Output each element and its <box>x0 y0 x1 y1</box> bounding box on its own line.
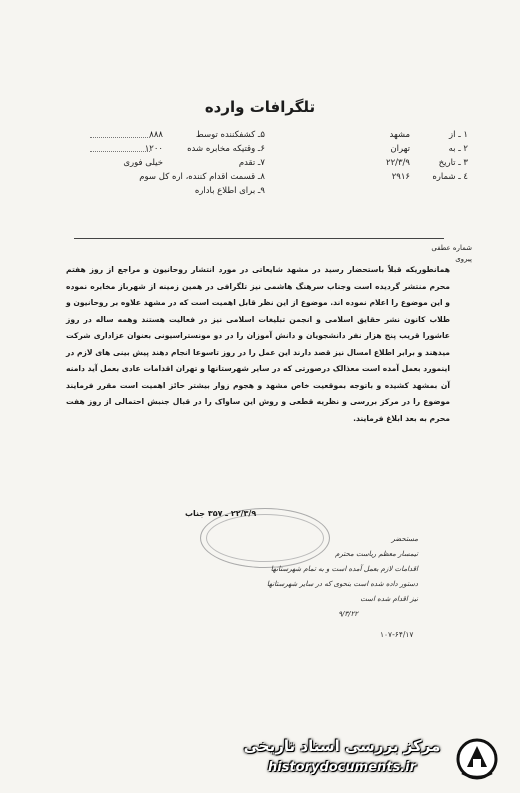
header-divider <box>74 238 444 239</box>
watermark <box>232 735 520 783</box>
dotted-line <box>90 142 150 152</box>
header-field-to: ۲ ـ به تهران <box>390 144 468 154</box>
header-field-priority: ۷ـ تقدم خیلی فوری <box>123 158 265 168</box>
header-field-decoder: ۵ـ کشفکننده توسط ۸۸۸ <box>90 128 265 142</box>
header-field-number: ٤ ـ شماره ۲۹۱۶ <box>391 172 468 182</box>
reference-numbers: شماره عطفی پیروی <box>431 244 472 263</box>
watermark-persian: مرکز بررسی اسناد تاریخی <box>243 737 441 755</box>
document-title: تلگرافات وارده <box>204 98 316 116</box>
signature-reference: ۲۲/۳/۹ ـ ۳۵۷ جناب <box>185 509 257 518</box>
header-field-date: ۳ ـ تاریخ ۲۲/۳/۹ <box>386 158 468 168</box>
archive-logo-icon <box>454 737 500 781</box>
header-field-sent-time: ۶ـ وقتیکه مخابره شده ۱۲۰۰ <box>90 142 265 156</box>
header-field-from: ۱ ـ از مشهد <box>389 130 468 140</box>
header-field-action-dept: ۸ـ قسمت اقدام کننده، اره کل سوم <box>139 172 265 182</box>
handwritten-annotation: مستحضر تیمسار معظم ریاست محترم اقدامات لازم بعمل آمده است و به تمام شهرستانها دستور داده شده است بنحوی که در سایر شهرستانها نیز اقدام شده است ۹/۳/۲۲ <box>266 535 418 618</box>
header-right-fields <box>268 128 468 184</box>
dotted-line <box>90 128 150 138</box>
watermark-url: historydocuments.ir <box>267 760 417 775</box>
header-field-info: ۹ـ برای اطلاع باداره <box>194 186 265 196</box>
telegram-body: همانطوریکه قبلاً باستحضار رسید در مشهد شایعاتی در مورد انتشار روحانیون و مراجع از روز هفتم محرم منتشر گردیده است وجناب سرهنگ هاشمی نیز تلگرافی در همین زمینه از شهرباز مخابره نموده و این موضوع را اعلام نموده اند. موضوع از این نظر قابل اهمیت است که در مشهد علاوه بر روحانیون و طلاب کانون نشر حقایق اسلامی و انجمن تبلیغات اسلامی نیز در فعالیت هستند وهمه ساله در روز عاشورا قریب پنج هزار نفر دانشجویان و دانش آموزان را در دو مونستراسیونی بعنوان عزاداری شرکت میدهند و برابر اطلاع امسال نیز قصد دارند این عمل را در روز تاسوعا انجام دهند پیش بینی های لازم در اینمورد بعمل آمده است معذالک درصورتی که در سایر شهرستانها و تهران اقدامات عادی بعمل آید دامنه آن بمشهد کشیده و باتوجه بموقعیت خاص مشهد و هجوم زوار بیشتر حائز اهمیت است مقرر فرمایند موضوع را در مرکز بررسی و نظریه قطعی و روش این ساواک را در قبال جنبش احتمالی از روز هفت محرم به بعد ابلاغ فرمایند. <box>66 265 450 423</box>
header-left-fields <box>90 128 265 198</box>
archive-reference: ۱۰۷-۶۴/۱۷ <box>380 630 414 639</box>
